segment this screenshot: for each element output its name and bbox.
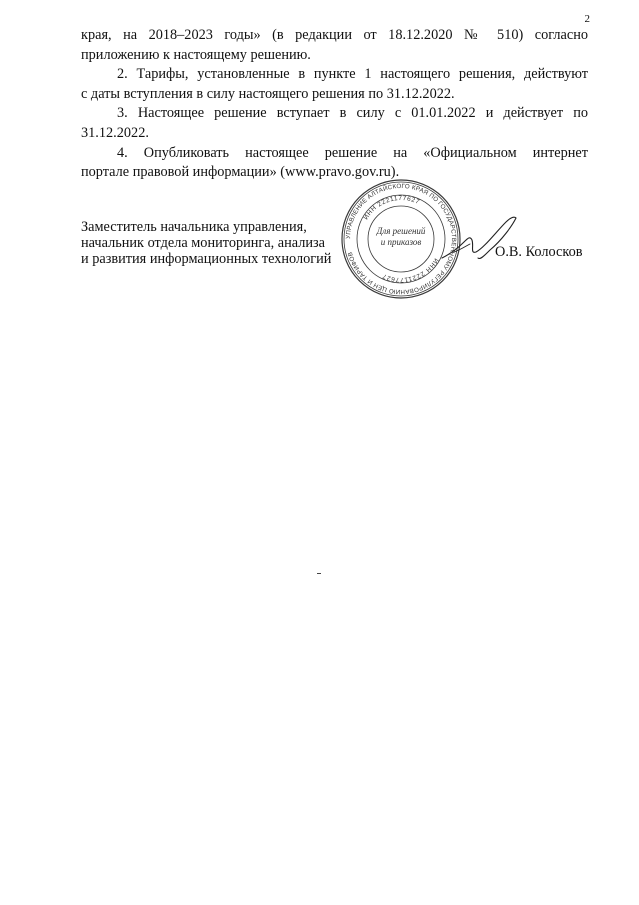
seal-center-line-1: Для решений [376, 226, 426, 236]
text-line: с даты вступления в силу настоящего решения по 31.12.2022. [81, 85, 455, 102]
seal-inn-text: ИНН 2221177627 [362, 194, 421, 222]
paragraph-item-4 [81, 144, 588, 183]
text-line: портале правовой информации» (www.pravo.gov.ru). [81, 164, 400, 181]
text-line: 4. Опубликовать настоящее решение на «Официальном интернет [117, 144, 588, 161]
position-line: и развития информационных технологий [81, 251, 332, 267]
text-line: 2. Тарифы, установленные в пункте 1 настоящего решения, действуют [117, 66, 588, 83]
position-line: Заместитель начальника управления, [81, 219, 307, 235]
seal-inn-text-2: ИНН 2221177627 [381, 256, 440, 284]
paragraph-continuation [81, 26, 588, 65]
text-line: приложению к настоящему решению. [81, 46, 311, 63]
signer-name: О.В. Колосков [495, 244, 583, 260]
seal-ring-text: УПРАВЛЕНИЕ АЛТАЙСКОГО КРАЯ ПО ГОСУДАРСТВЕННОМУ РЕГУЛИРОВАНИЮ ЦЕН И ТАРИФОВ [344, 182, 458, 296]
signatory-position [81, 219, 331, 267]
position-line: начальник отдела мониторинга, анализа [81, 235, 326, 251]
text-line: 3. Настоящее решение вступает в силу с 01.01.2022 и действует по [117, 105, 588, 122]
paragraph-item-3 [81, 104, 588, 143]
page-number: 2 [584, 13, 590, 25]
text-line: 31.12.2022. [81, 124, 149, 141]
seal-center-line-2: и приказов [380, 237, 422, 247]
paragraph-item-2 [81, 65, 588, 104]
document-body [81, 26, 588, 183]
scan-artifact [317, 573, 321, 574]
text-line: края, на 2018–2023 годы» (в редакции от 18.12.2020 № 510) согласно [81, 27, 588, 43]
